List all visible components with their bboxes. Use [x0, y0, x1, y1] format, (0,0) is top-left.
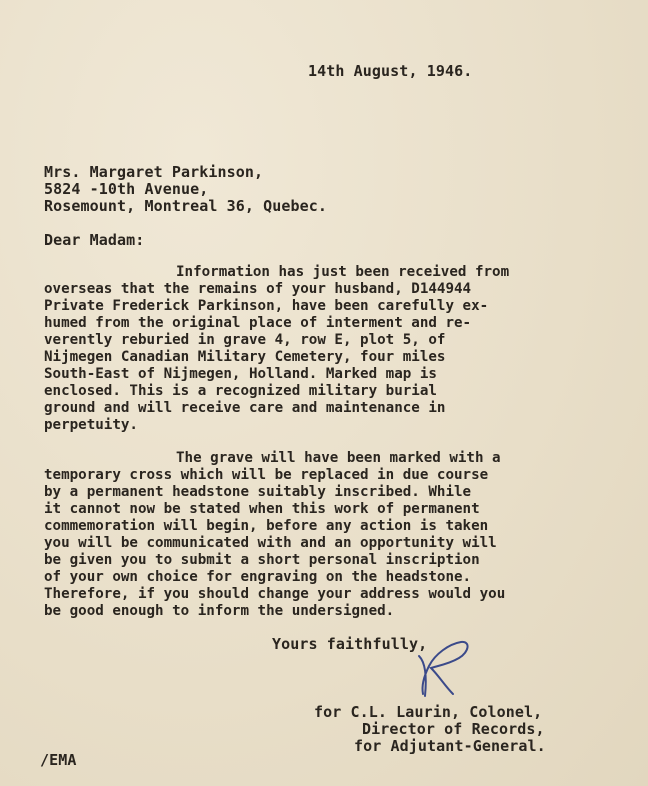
paragraph-2-line: be good enough to inform the undersigned. — [44, 603, 395, 619]
recipient-name: Mrs. Margaret Parkinson, — [44, 163, 264, 181]
paragraph-1-line: humed from the original place of interment and re- — [44, 315, 472, 331]
paragraph-1-line: enclosed. This is a recognized military burial — [44, 383, 437, 399]
paragraph-2-line: Therefore, if you should change your address would you — [44, 586, 506, 602]
paragraph-1-line: ground and will receive care and maintenance in — [44, 400, 446, 416]
handwritten-signature — [405, 636, 475, 702]
recipient-street: 5824 -10th Avenue, — [44, 180, 209, 198]
reference-initials: /EMA — [40, 751, 77, 769]
signature-line-3: for Adjutant-General. — [354, 737, 546, 755]
paragraph-2-line: it cannot now be stated when this work of permanent — [44, 501, 480, 517]
closing: Yours faithfully, — [272, 635, 428, 653]
paragraph-2-line: The grave will have been marked with a — [176, 450, 501, 466]
paragraph-2-line: by a permanent headstone suitably inscribed. While — [44, 484, 472, 500]
paragraph-2-line: temporary cross which will be replaced in due course — [44, 467, 489, 483]
signature-line-2: Director of Records, — [362, 720, 545, 738]
recipient-city: Rosemount, Montreal 36, Quebec. — [44, 197, 328, 215]
paragraph-1-line: Information has just been received from — [176, 264, 510, 280]
paragraph-1-line: South-East of Nijmegen, Holland. Marked map is — [44, 366, 437, 382]
paragraph-2-line: commemoration will begin, before any action is taken — [44, 518, 489, 534]
paragraph-2-line: you will be communicated with and an opportunity will — [44, 535, 497, 551]
paragraph-1-line: Nijmegen Canadian Military Cemetery, four miles — [44, 349, 446, 365]
paragraph-1-line: Private Frederick Parkinson, have been carefully ex- — [44, 298, 489, 314]
letter-date: 14th August, 1946. — [308, 62, 473, 80]
paragraph-1-line: perpetuity. — [44, 417, 138, 433]
paragraph-2-line: of your own choice for engraving on the headstone. — [44, 569, 472, 585]
signature-line-1: for C.L. Laurin, Colonel, — [314, 703, 543, 721]
paragraph-1-line: verently reburied in grave 4, row E, plot 5, of — [44, 332, 446, 348]
paragraph-1-line: overseas that the remains of your husband, D144944 — [44, 281, 472, 297]
salutation: Dear Madam: — [44, 231, 145, 249]
paragraph-2-line: be given you to submit a short personal inscription — [44, 552, 480, 568]
